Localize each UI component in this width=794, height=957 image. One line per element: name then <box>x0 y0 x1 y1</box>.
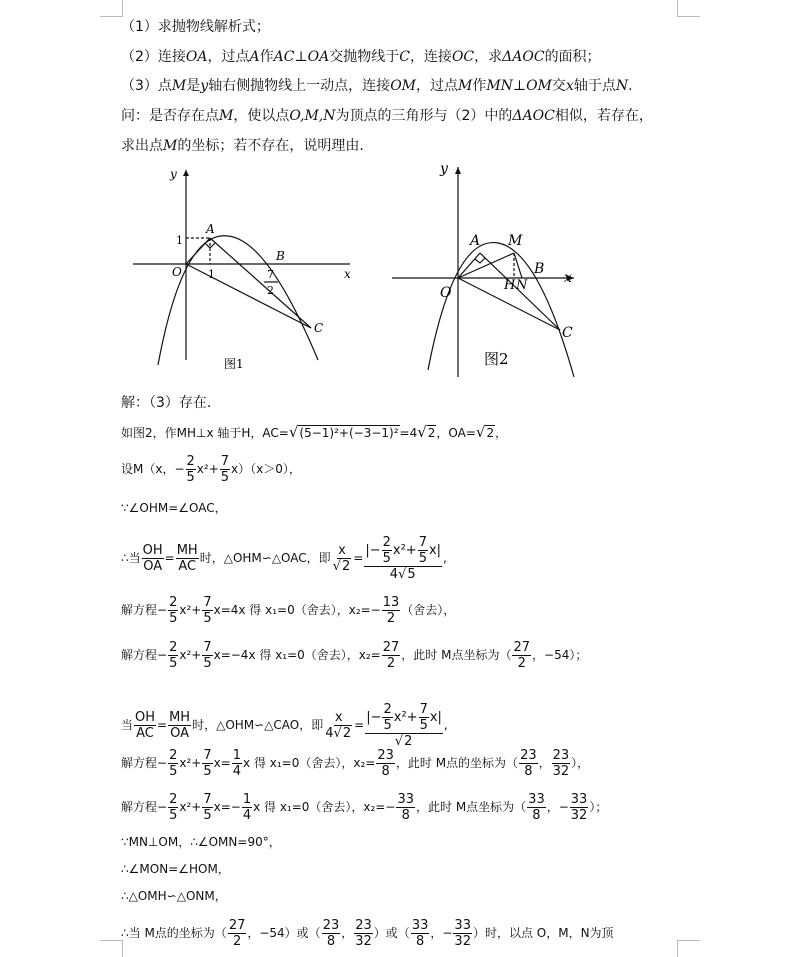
question-2: （2）连接OA，过点A作AC⊥OA交抛物线于C，连接OC，求ΔAOC的面积； <box>121 49 601 65</box>
solution-line-2: 如图2，作MH⊥x 轴于H，AC=√(5−1)²+(−3−1)²=4√2，OA=√2， <box>121 423 508 441</box>
question-1: （1）求抛物线解析式； <box>121 19 270 35</box>
question-3-line-3: 求出点M的坐标；若不存在，说明理由. <box>121 138 364 154</box>
fig1-label-7: 7 <box>267 268 274 281</box>
fig1-segment-oc <box>186 264 311 328</box>
solution-line-1: 解：（3）存在. <box>121 395 212 411</box>
fig2-right-angle <box>475 258 485 263</box>
fig2-label-n: N <box>516 278 528 293</box>
fig2-label-a: A <box>470 233 481 249</box>
fig1-label-1x: 1 <box>208 268 215 281</box>
solution-line-11: ∵MN⊥OM，∴∠OMN=90°， <box>121 835 281 849</box>
solution-line-4: ∵∠OHM=∠OAC， <box>121 501 227 515</box>
crop-mark-bottom-right <box>677 940 700 957</box>
fig2-label-b: B <box>534 261 545 277</box>
solution-line-14: ∴当 M点的坐标为（ $\frac{27}{2}$ ，−54）或（ $\frac{23}{8}$ ， $\frac{23}{32}$ ）或（ $\frac{33}{8}$ ，− $\frac{33}{32}$ ）时，以点 O，M，N为顶 <box>121 918 614 949</box>
figure-2 <box>388 155 588 380</box>
fig1-caption: 图1 <box>224 357 244 371</box>
question-3-line-2: 问：是否存在点M，使以点O,M,N为顶点的三角形与（2）中的ΔAOC相似，若存在， <box>121 108 653 124</box>
solution-line-13: ∴△OMH∽△ONM， <box>121 889 227 903</box>
crop-mark-top-left <box>100 0 123 17</box>
solution-line-5: ∴当 $\frac{OH}{OA}$ = $\frac{MH}{AC}$ 时，△OHM∽△OAC，即 $\frac{x}{√2}$ = |− $\frac{2}{5}$ x²+ $\frac{7}{5}$ x| 4√5 , <box>121 535 447 582</box>
solution-line-8: 当 $\frac{OH}{AC}$ = $\frac{MH}{OA}$ 时，△OHM∽△CAO，即 $\frac{x}{4√2}$ = |− $\frac{2}{5}$ x²+ $\frac{7}{5}$ x| √2 , <box>121 702 448 749</box>
fig1-segment-ac <box>210 238 311 328</box>
fig1-label-c: C <box>314 321 324 335</box>
solution-line-10: 解方程− $\frac{2}{5}$ x²+ $\frac{7}{5}$ x=− $\frac{1}{4}$ x 得 x₁=0（舍去），x₂=− $\frac{33}{8}$ ，此时 M点坐标为（ $\frac{33}{8}$ ，− $\frac{33}{32}$ ）； <box>121 792 608 823</box>
fig1-segment-oa <box>186 238 210 264</box>
fig1-label-1y: 1 <box>176 234 183 247</box>
fig2-label-m: M <box>508 233 523 249</box>
fig1-label-o: O <box>172 265 182 279</box>
crop-mark-top-right <box>677 0 700 17</box>
fig2-label-h: H <box>504 278 516 293</box>
fig1-parabola <box>158 236 318 365</box>
figure-1 <box>128 160 368 380</box>
fig2-label-x: x <box>564 270 572 286</box>
solution-line-6: 解方程− $\frac{2}{5}$ x²+ $\frac{7}{5}$ x=4x 得 x₁=0（舍去），x₂=− $\frac{13}{2}$ （舍去）， <box>121 595 456 626</box>
solution-line-7: 解方程− $\frac{2}{5}$ x²+ $\frac{7}{5}$ x=−4x 得 x₁=0（舍去），x₂= $\frac{27}{2}$ ，此时 M点坐标为（ $\frac{27}{2}$ ，−54）； <box>121 640 588 671</box>
fig1-label-x: x <box>344 267 351 281</box>
solution-line-3: 设M（x，− $\frac{2}{5}$ x²+ $\frac{7}{5}$ x）（x＞0）， <box>121 454 301 485</box>
fig2-label-y: y <box>440 161 448 177</box>
fig2-label-c: C <box>562 325 573 341</box>
fig2-label-o: O <box>440 285 452 301</box>
fig1-label-a: A <box>206 222 215 236</box>
fig2-caption: 图2 <box>484 350 509 368</box>
fig1-label-b: B <box>276 249 285 263</box>
fig1-label-y: y <box>170 167 177 181</box>
fig2-segment-om <box>458 253 514 278</box>
fig1-label-2: 2 <box>267 284 274 297</box>
crop-mark-bottom-left <box>100 940 123 957</box>
solution-line-12: ∴∠MON=∠HOM， <box>121 862 230 876</box>
question-3: （3）点M是y轴右侧抛物线上一动点，连接OM，过点M作MN⊥OM交x轴于点N. <box>121 78 633 94</box>
solution-line-9: 解方程− $\frac{2}{5}$ x²+ $\frac{7}{5}$ x= $\frac{1}{4}$ x 得 x₁=0（舍去），x₂= $\frac{23}{8}$ ，此时 M点的坐标为（ $\frac{23}{8}$ ， $\frac{23}{32}$ ）， <box>121 748 590 779</box>
